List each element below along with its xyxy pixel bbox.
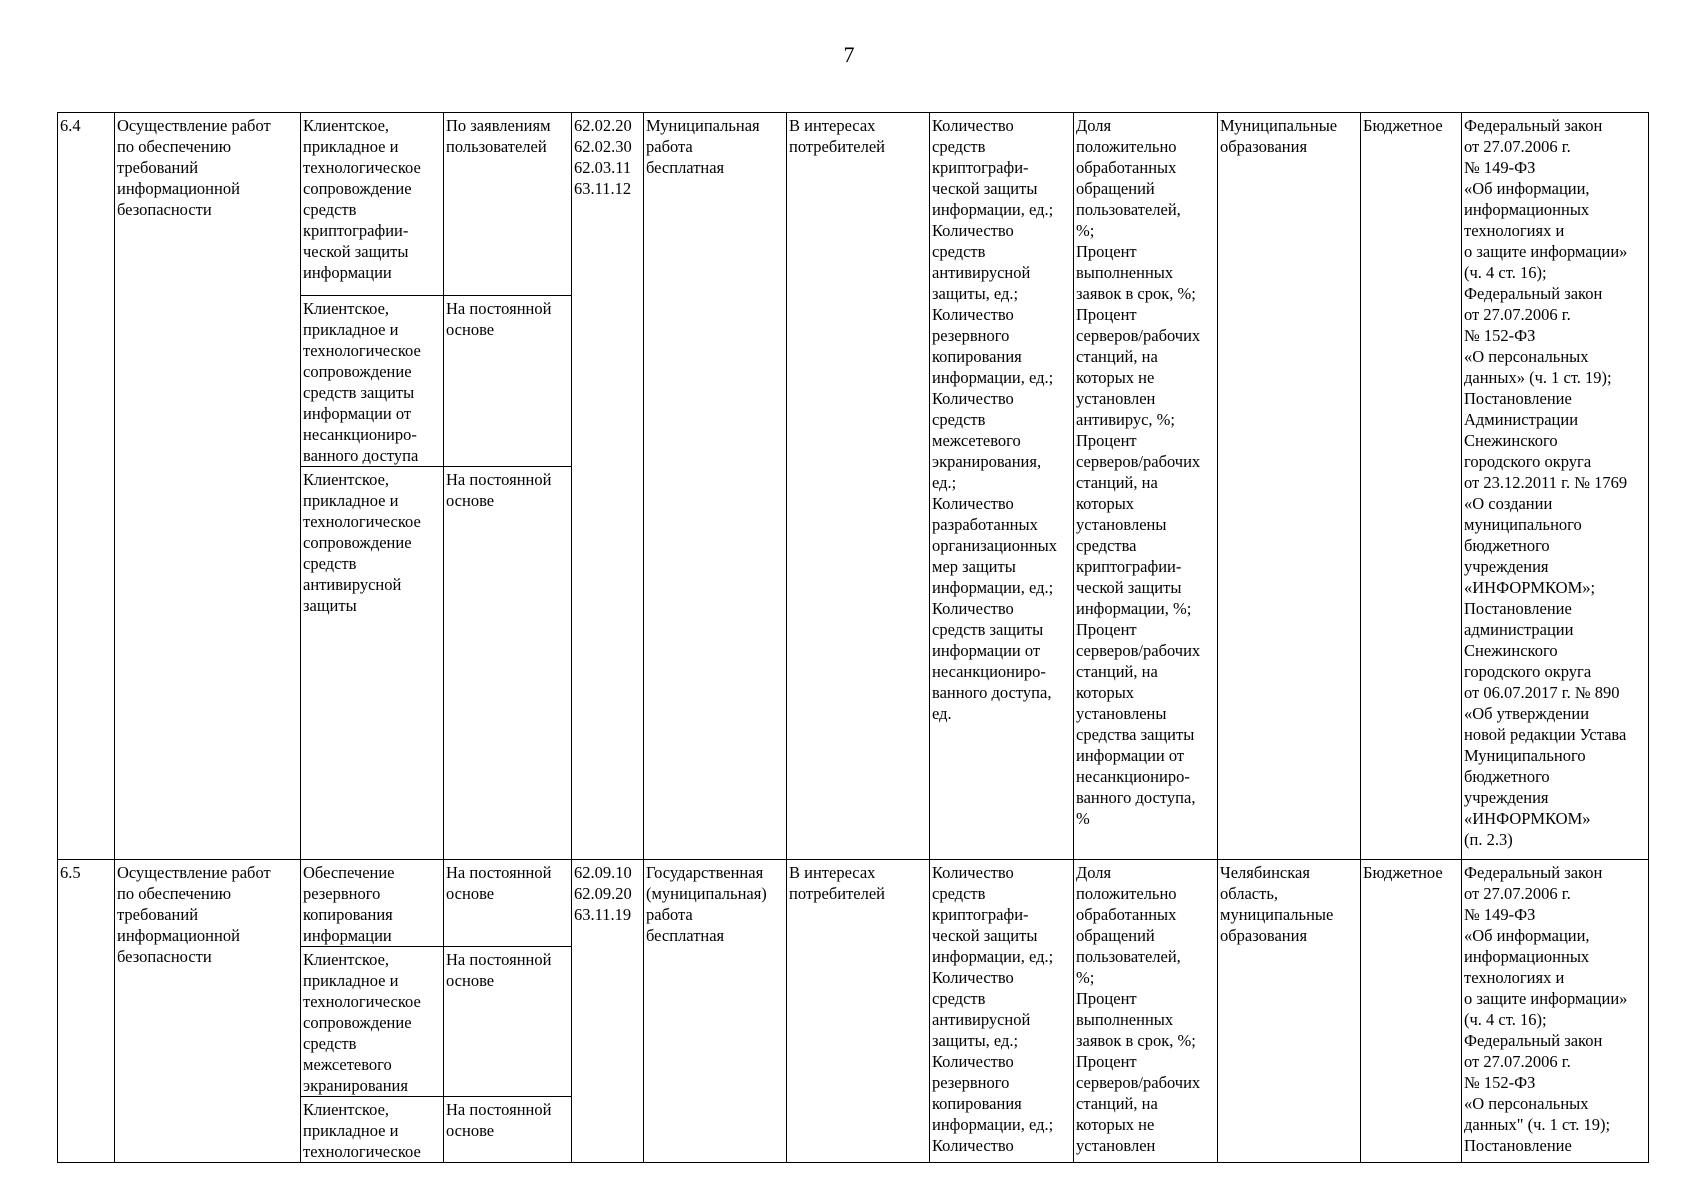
table-row — [58, 860, 1649, 947]
institution-type-cell: Бюджетное — [1361, 113, 1462, 860]
work-name-cell: Осуществление работ по обеспечению требований информационной безопасности — [115, 113, 301, 860]
volume-indicators-cell: Количество средств криптографи- ческой защиты информации, ед.; Количество средств антивирусной защиты, ед.; Количество резервного копирования информации, ед.; Количество — [930, 860, 1074, 1163]
work-content-cell: Обеспечение резервного копирования информации — [301, 860, 444, 947]
work-name-cell: Осуществление работ по обеспечению требований информационной безопасности — [115, 860, 301, 1163]
provision-basis-cell: На постоянной основе — [444, 467, 572, 860]
work-content-cell: Клиентское, прикладное и технологическое — [301, 1097, 444, 1163]
provision-basis-cell: По заявлениям пользователей — [444, 113, 572, 296]
legal-basis-cell: Федеральный закон от 27.07.2006 г. № 149-ФЗ «Об информации, информационных технологиях и о защите информации» (ч. 4 ст. 16); Федеральный закон от 27.07.2006 г. № 152-ФЗ «О персональных данных» (ч. 1 ст. 19); Постановление Администрации Снежинского городского округа от 23.12.2011 г. № 1769 «О создании муниципального бюджетного учреждения «ИНФОРМКОМ»; Постановление администрации Снежинского городского округа от 06.07.2017 г. № 890 «Об утверждении новой редакции Устава Муниципального бюджетного учреждения «ИНФОРМКОМ» (п. 2.3) — [1462, 113, 1649, 860]
consumers-cell: В интересах потребителей — [787, 860, 930, 1163]
services-registry-table — [57, 112, 1649, 1163]
work-type-cell: Муниципальная работа бесплатная — [644, 113, 787, 860]
legal-basis-cell: Федеральный закон от 27.07.2006 г. № 149-ФЗ «Об информации, информационных технологиях и о защите информации» (ч. 4 ст. 16); Федеральный закон от 27.07.2006 г. № 152-ФЗ «О персональных данных" (ч. 1 ст. 19); Постановление — [1462, 860, 1649, 1163]
consumers-cell: В интересах потребителей — [787, 113, 930, 860]
provision-basis-cell: На постоянной основе — [444, 947, 572, 1097]
work-content-cell: Клиентское, прикладное и технологическое сопровождение средств криптографии- ческой защиты информации — [301, 113, 444, 296]
provision-basis-cell: На постоянной основе — [444, 1097, 572, 1163]
work-content-cell: Клиентское, прикладное и технологическое сопровождение средств защиты информации от несанкциониро- ванного доступа — [301, 296, 444, 467]
work-content-cell: Клиентское, прикладное и технологическое сопровождение средств антивирусной защиты — [301, 467, 444, 860]
okved-codes-cell: 62.02.20 62.02.30 62.03.11 63.11.12 — [572, 113, 644, 860]
page-number: 7 — [843, 42, 855, 67]
volume-indicators-cell: Количество средств криптографи- ческой защиты информации, ед.; Количество средств антивирусной защиты, ед.; Количество резервного копирования информации, ед.; Количество средств межсетевого экранирования, ед.; Количество разработанных организационных мер защиты информации, ед.; Количество средств защиты информации от несанкциониро- ванного доступа, ед. — [930, 113, 1074, 860]
provision-basis-cell: На постоянной основе — [444, 296, 572, 467]
row-number-cell: 6.4 — [58, 113, 115, 860]
work-type-cell: Государственная (муниципальная) работа бесплатная — [644, 860, 787, 1163]
row-number-cell: 6.5 — [58, 860, 115, 1163]
government-level-cell: Челябинская область, муниципальные образования — [1218, 860, 1361, 1163]
quality-indicators-cell: Доля положительно обработанных обращений пользователей, %; Процент выполненных заявок в срок, %; Процент серверов/рабочих станций, на которых не установлен антивирус, %; Процент серверов/рабочих станций, на которых установлены средства криптографии- ческой защиты информации, %; Процент серверов/рабочих станций, на которых установлены средства защиты информации от несанкциониро- ванного доступа, % — [1074, 113, 1218, 860]
provision-basis-cell: На постоянной основе — [444, 860, 572, 947]
work-content-cell: Клиентское, прикладное и технологическое сопровождение средств межсетевого экранирования — [301, 947, 444, 1097]
government-level-cell: Муниципальные образования — [1218, 113, 1361, 860]
quality-indicators-cell: Доля положительно обработанных обращений пользователей, %; Процент выполненных заявок в срок, %; Процент серверов/рабочих станций, на которых не установлен — [1074, 860, 1218, 1163]
table-row — [58, 113, 1649, 296]
institution-type-cell: Бюджетное — [1361, 860, 1462, 1163]
okved-codes-cell: 62.09.10 62.09.20 63.11.19 — [572, 860, 644, 1163]
